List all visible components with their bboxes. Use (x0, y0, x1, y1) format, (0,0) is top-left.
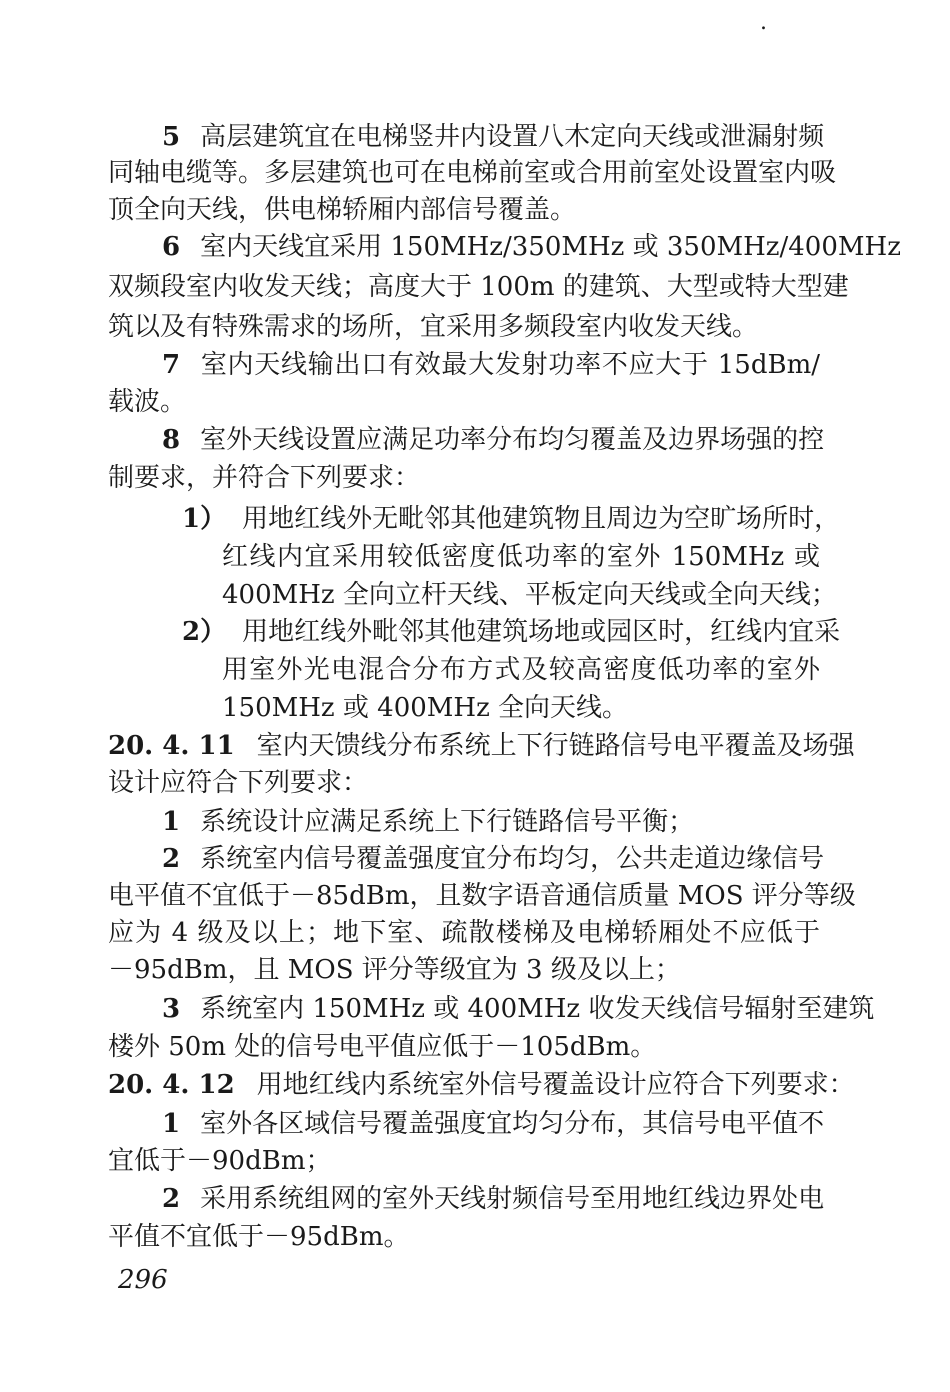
corner-mark: . (760, 10, 767, 35)
clause-12-1-line-1: 1 室外各区域信号覆盖强度宜均匀分布，其信号电平值不 (108, 1106, 820, 1142)
subitem-1-line-3: 400MHz 全向立杆天线、平板定向天线或全向天线； (222, 580, 837, 610)
item-8-line-1: 8 室外天线设置应满足功率分布均匀覆盖及边界场强的控 (108, 422, 820, 458)
clause-12-2-number: 2 (162, 1184, 181, 1214)
item-8-line-2: 制要求，并符合下列要求： (108, 463, 421, 493)
item-5-line-3: 顶全向天线，供电梯轿厢内部信号覆盖。 (108, 195, 577, 225)
item-5-number: 5 (162, 122, 181, 152)
section-20-4-11-number: 20. 4. 11 (108, 731, 235, 761)
clause-11-2-number: 2 (162, 844, 181, 874)
clause-12-2-line-1: 2 采用系统组网的室外天线射频信号至用地红线边界处电 (108, 1181, 820, 1217)
clause-11-2-line-4: －95dBm，且 MOS 评分等级宜为 3 级及以上； (108, 955, 681, 985)
clause-12-1-number: 1 (162, 1109, 181, 1139)
clause-12-2-line-2: 平值不宜低于－95dBm。 (108, 1222, 410, 1252)
item-6-line-1: 6 室内天线宜采用 150MHz/350MHz 或 350MHz/400MHz (108, 229, 820, 265)
page-number: 296 (118, 1265, 168, 1295)
item-5-line-2: 同轴电缆等。多层建筑也可在电梯前室或合用前室处设置室内吸 (108, 158, 837, 188)
section-20-4-11-heading-line-2: 设计应符合下列要求： (108, 768, 369, 798)
item-7-line-1: 7 室内天线输出口有效最大发射功率不应大于 15dBm/ (108, 347, 820, 383)
subitem-1-line-1: 1） 用地红线外无毗邻其他建筑物且周边为空旷场所时， (182, 501, 820, 537)
item-6-number: 6 (162, 232, 181, 262)
subitem-1-number: 1） (182, 504, 227, 534)
clause-11-2-line-3: 应为 4 级及以上；地下室、疏散楼梯及电梯轿厢处不应低于 (108, 918, 820, 948)
item-7-number: 7 (162, 350, 181, 380)
section-20-4-12-number: 20. 4. 12 (108, 1070, 235, 1100)
subitem-2-line-2: 用室外光电混合分布方式及较高密度低功率的室外 (222, 655, 820, 685)
clause-11-3-number: 3 (162, 994, 181, 1024)
clause-12-1-line-2: 宜低于－90dBm； (108, 1146, 332, 1176)
item-6-line-3: 筑以及有特殊需求的场所，宜采用多频段室内收发天线。 (108, 312, 759, 342)
item-5-line-1: 5 高层建筑宜在电梯竖井内设置八木定向天线或泄漏射频 (108, 119, 820, 155)
clause-11-2-line-1: 2 系统室内信号覆盖强度宜分布均匀，公共走道边缘信号 (108, 841, 820, 877)
item-7-line-2: 载波。 (108, 387, 187, 417)
clause-11-1-number: 1 (162, 807, 181, 837)
subitem-2-number: 2） (182, 617, 227, 647)
subitem-1-line-2: 红线内宜采用较低密度低功率的室外 150MHz 或 (222, 542, 820, 572)
clause-11-3-line-1: 3 系统室内 150MHz 或 400MHz 收发天线信号辐射至建筑 (108, 991, 820, 1027)
clause-11-2-line-2: 电平值不宜低于－85dBm，且数字语音通信质量 MOS 评分等级 (108, 881, 856, 911)
clause-11-3-line-2: 楼外 50m 处的信号电平值应低于－105dBm。 (108, 1032, 657, 1062)
clause-11-1: 1 系统设计应满足系统上下行链路信号平衡； (108, 804, 820, 840)
section-20-4-12-heading: 20. 4. 12 用地红线内系统室外信号覆盖设计应符合下列要求： (108, 1070, 855, 1100)
subitem-2-line-3: 150MHz 或 400MHz 全向天线。 (222, 693, 629, 723)
section-20-4-11-heading: 20. 4. 11 室内天馈线分布系统上下行链路信号电平覆盖及场强 (108, 731, 855, 761)
item-6-line-2: 双频段室内收发天线；高度大于 100m 的建筑、大型或特大型建 (108, 272, 849, 302)
item-8-number: 8 (162, 425, 181, 455)
subitem-2-line-1: 2） 用地红线外毗邻其他建筑场地或园区时，红线内宜采 (182, 614, 820, 650)
